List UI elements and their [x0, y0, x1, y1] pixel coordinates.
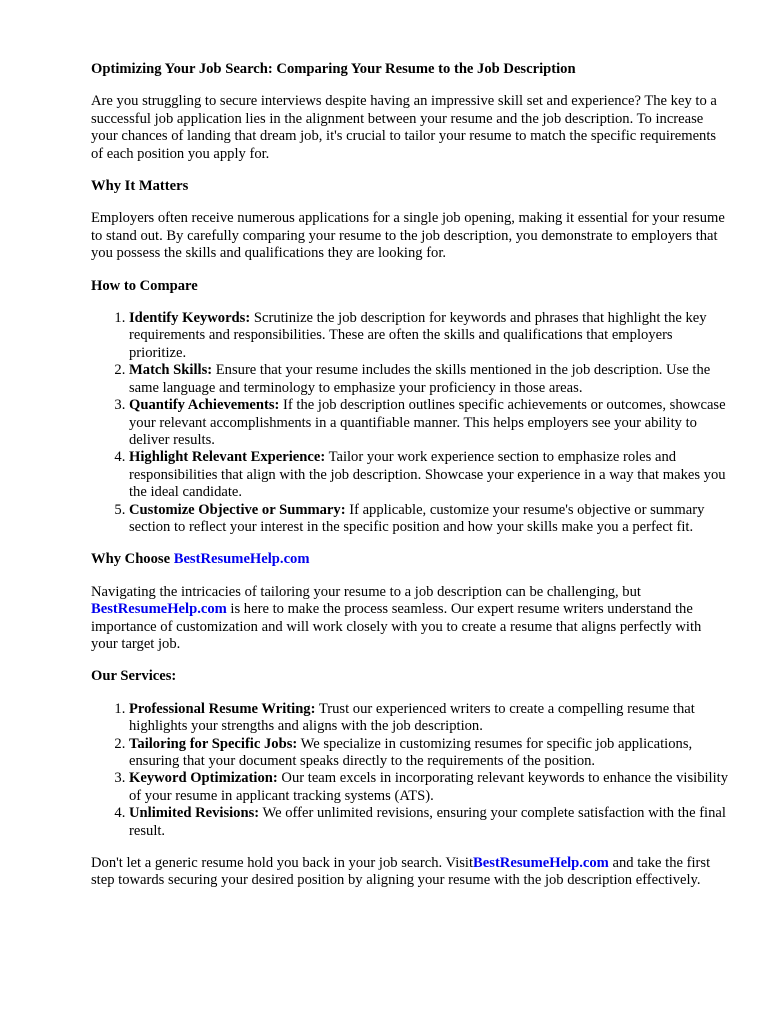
- list-item-text: Ensure that your resume includes the skills mentioned in the job description. Use the same language and terminology to emphasize your proficiency in those areas.: [129, 362, 711, 396]
- why-choose-paragraph: [91, 584, 728, 654]
- why-choose-heading-prefix: Why Choose: [91, 551, 174, 568]
- list-item: [129, 397, 728, 449]
- list-item-term: Customize Objective or Summary:: [129, 501, 346, 518]
- list-item: [129, 362, 728, 397]
- list-item-term: Keyword Optimization:: [129, 770, 278, 787]
- list-item-term: Tailoring for Specific Jobs:: [129, 735, 298, 752]
- why-choose-heading: [91, 551, 728, 568]
- list-item: [129, 502, 728, 537]
- closing-text-before: Don't let a generic resume hold you back in your job search. Visit: [91, 855, 474, 872]
- list-item-text: We specialize in customizing resumes for specific job applications, ensuring that your document speaks directly to the requirements of the position.: [129, 735, 693, 769]
- list-item-term: Highlight Relevant Experience:: [129, 449, 326, 466]
- closing-paragraph: [91, 855, 728, 890]
- paragraph-site-link[interactable]: BestResumeHelp.com: [91, 601, 227, 618]
- list-item-text: We offer unlimited revisions, ensuring your complete satisfaction with the final result.: [129, 805, 726, 839]
- list-item: [129, 770, 728, 805]
- list-item: [129, 701, 728, 736]
- list-item-text: Scrutinize the job description for keywords and phrases that highlight the key requirements and responsibilities. These are often the skills and qualifications that employers prioritize.: [129, 310, 707, 361]
- why-it-matters-paragraph: Employers often receive numerous applications for a single job opening, making it essential for your resume to stand out. By carefully comparing your resume to the job description, you demonstrate to employers that you possess the skills and qualifications they are looking for.: [91, 210, 725, 262]
- why-it-matters-heading: Why It Matters: [91, 178, 189, 195]
- list-item: [129, 736, 728, 771]
- list-item-text: Our team excels in incorporating relevant keywords to enhance the visibility of your resume in applicant tracking systems (ATS).: [129, 770, 729, 804]
- closing-text-after: and take the first step towards securing your desired position by aligning your resume with the job description effectively.: [91, 855, 711, 889]
- list-item-text: If the job description outlines specific achievements or outcomes, showcase your relevant accomplishments in a quantifiable manner. This helps employers see your ability to deliver results.: [129, 397, 726, 448]
- page-title: Optimizing Your Job Search: Comparing Your Resume to the Job Description: [91, 61, 576, 77]
- list-item-text: Trust our experienced writers to create a compelling resume that highlights your strengths and aligns with the job description.: [129, 700, 695, 735]
- list-item: [129, 805, 728, 840]
- intro-paragraph: Are you struggling to secure interviews despite having an impressive skill set and experience? The key to a successful job application lies in the alignment between your resume and the job description. To increase your chances of landing that dream job, it's crucial to tailor your resume to match the specific requirements of each position you apply for.: [91, 93, 717, 162]
- how-to-compare-heading: How to Compare: [91, 277, 198, 294]
- why-choose-text-before: Navigating the intricacies of tailoring your resume to a job description can be challenging, but: [91, 583, 641, 600]
- list-item-text: Tailor your work experience section to emphasize roles and responsibilities that align with the job description. Showcase your experience in a way that makes you the ideal candidate.: [129, 449, 726, 501]
- list-item-term: Professional Resume Writing:: [129, 700, 316, 717]
- list-item-term: Identify Keywords:: [129, 310, 251, 327]
- our-services-heading: Our Services:: [91, 668, 177, 685]
- heading-site-link[interactable]: BestResumeHelp.com: [173, 551, 310, 568]
- list-item-text: If applicable, customize your resume's objective or summary section to reflect your interest in the specific position and how your skills make you a perfect fit.: [129, 501, 705, 535]
- our-services-list: [91, 701, 728, 840]
- list-item-term: Quantify Achievements:: [129, 397, 280, 414]
- list-item: [129, 449, 728, 501]
- closing-site-link[interactable]: BestResumeHelp.com: [473, 855, 609, 872]
- list-item: [129, 310, 728, 362]
- list-item-term: Unlimited Revisions:: [129, 805, 260, 822]
- list-item-term: Match Skills:: [129, 362, 213, 379]
- how-to-compare-list: [91, 310, 728, 536]
- why-choose-text-after: is here to make the process seamless. Our expert resume writers understand the importance of customization and will work closely with you to create a resume that aligns perfectly with your target job.: [91, 601, 702, 652]
